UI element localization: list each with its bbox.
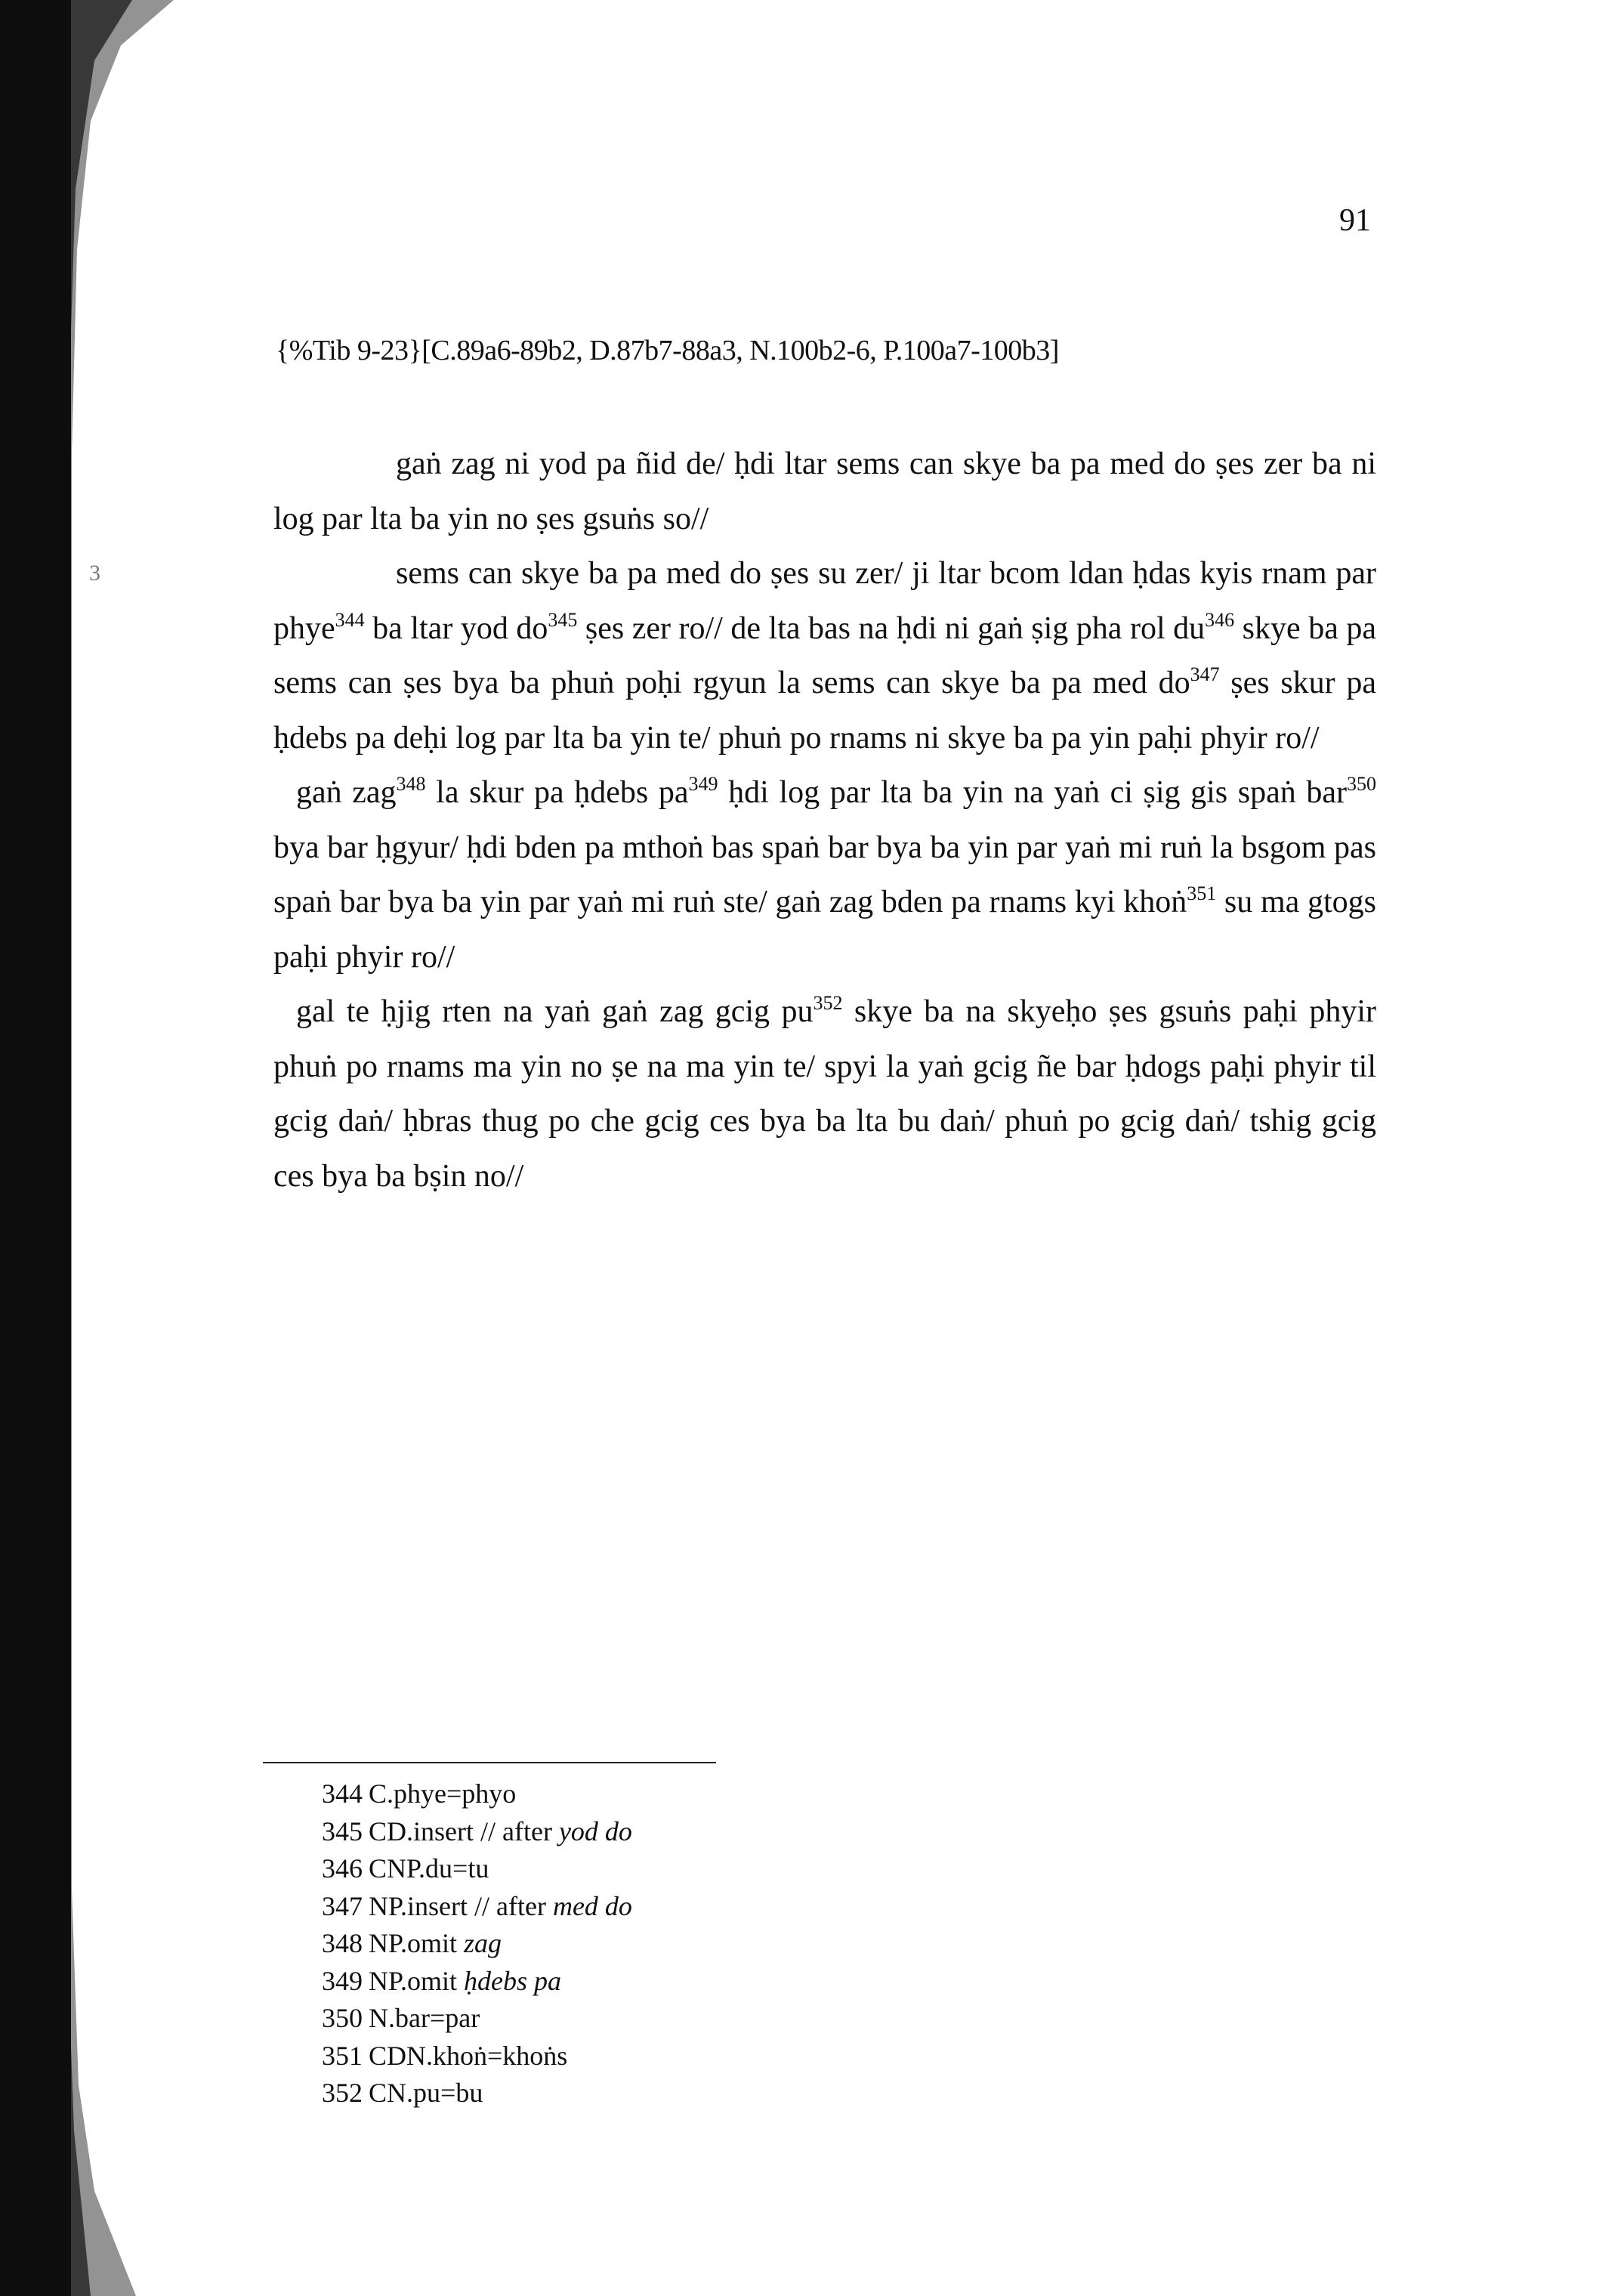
footnote-number: 344	[322, 1778, 363, 1809]
footnote-ref: 344	[335, 608, 365, 631]
source-reference-header: {%Tib 9-23}[C.89a6-89b2, D.87b7-88a3, N.100b2-6, P.100a7-100b3]	[276, 335, 1059, 366]
footnote-ref: 346	[1205, 608, 1235, 631]
footnote-ref: 352	[813, 992, 843, 1014]
footnote-text: CNP.du=tu	[369, 1853, 489, 1883]
paragraph	[273, 765, 1376, 984]
binding-shadow	[0, 0, 196, 2296]
footnote-italic: yod do	[558, 1815, 632, 1846]
text-run: skye ba na skyeḥo ṣes gsuṅs paḥi phyir phuṅ po rnams ma yin no ṣe na ma yin te/ spyi la yaṅ gcig ñe bar ḥdogs paḥi phyir til gcig daṅ/ ḥbras thug po che gcig ces bya ba lta bu daṅ/ phuṅ po gcig daṅ/ tshig gcig ces bya ba bṣin no//	[273, 994, 1376, 1194]
text-run: gal te ḥjig rten na yaṅ gaṅ zag gcig pu	[296, 994, 814, 1029]
footnote-text: C.phye=phyo	[369, 1778, 517, 1809]
footnote	[322, 1850, 1002, 1888]
paragraph	[273, 437, 1376, 546]
text-run: su ma gtogs paḥi phyir ro//	[273, 885, 1376, 975]
footnote-ref: 348	[396, 773, 426, 795]
footnote-ref: 345	[548, 608, 578, 631]
text-run: gaṅ zag ni yod pa ñid de/ ḥdi ltar sems can skye ba pa med do ṣes zer ba ni log par lta ba yin no ṣes gsuṅs so//	[273, 447, 1376, 536]
footnote	[322, 1888, 1002, 1926]
footnote	[322, 2075, 1002, 2112]
text-run: bya bar ḥgyur/ ḥdi bden pa mthoṅ bas spaṅ bar bya ba yin par yaṅ mi ruṅ la bsgom pas spaṅ bar bya ba yin par yaṅ mi ruṅ ste/ gaṅ zag bden pa rnams kyi khoṅ	[273, 830, 1376, 919]
footnote-text: NP.insert // after	[369, 1890, 553, 1921]
footnote-divider	[263, 1762, 716, 1763]
footnotes	[322, 1775, 1002, 2112]
footnote-text: CN.pu=bu	[369, 2078, 483, 2108]
footnote-text: CD.insert // after	[369, 1815, 559, 1846]
footnote-number: 346	[322, 1853, 363, 1883]
footnote-ref: 351	[1187, 882, 1217, 904]
footnote-text: NP.omit	[369, 1928, 465, 1958]
page-number: 91	[1339, 203, 1371, 238]
text-run: ba ltar yod do	[364, 610, 548, 646]
text-run: sems can skye ba pa med do ṣes su zer/ ji ltar bcom ldan ḥdas kyis rnam par phye	[273, 556, 1376, 646]
footnote-number: 345	[322, 1815, 363, 1846]
footnote-text: NP.omit	[369, 1965, 465, 1996]
footnote-italic: ḥdebs pa	[464, 1965, 562, 1996]
margin-mark: 3	[89, 561, 100, 586]
paragraph	[273, 546, 1376, 765]
footnote-italic: med do	[552, 1890, 632, 1921]
footnote-number: 349	[322, 1965, 363, 1996]
main-text	[273, 437, 1376, 1204]
footnote-italic: zag	[464, 1928, 502, 1958]
footnote-ref: 350	[1347, 773, 1376, 795]
text-run: skye ba pa sems can ṣes bya ba phuṅ poḥi rgyun la sems can skye ba pa med do	[273, 610, 1376, 700]
footnote-number: 350	[322, 2003, 363, 2033]
footnote	[322, 1925, 1002, 1963]
text-run: ḥdi log par lta ba yin na yaṅ ci ṣig gis spaṅ bar	[718, 775, 1347, 810]
footnote-number: 352	[322, 2078, 363, 2108]
text-run: gaṅ zag	[296, 775, 397, 810]
paragraph	[273, 984, 1376, 1204]
footnote-text: CDN.khoṅ=khoṅs	[369, 2040, 568, 2071]
footnote-ref: 349	[688, 773, 718, 795]
footnote-ref: 347	[1190, 663, 1220, 685]
text-run: la skur pa ḥdebs pa	[425, 775, 689, 810]
footnote-number: 351	[322, 2040, 363, 2071]
footnote-text: N.bar=par	[369, 2003, 480, 2033]
text-run: ṣes zer ro// de lta bas na ḥdi ni gaṅ ṣig pha rol du	[577, 610, 1206, 646]
footnote	[322, 1775, 1002, 1813]
footnote	[322, 2000, 1002, 2038]
footnote	[322, 2038, 1002, 2075]
footnote	[322, 1813, 1002, 1851]
footnote-number: 347	[322, 1890, 363, 1921]
text-run: ṣes skur pa ḥdebs pa deḥi log par lta ba yin te/ phuṅ po rnams ni skye ba pa yin paḥi phyir ro//	[273, 666, 1377, 756]
footnote	[322, 1963, 1002, 2001]
footnote-number: 348	[322, 1928, 363, 1958]
